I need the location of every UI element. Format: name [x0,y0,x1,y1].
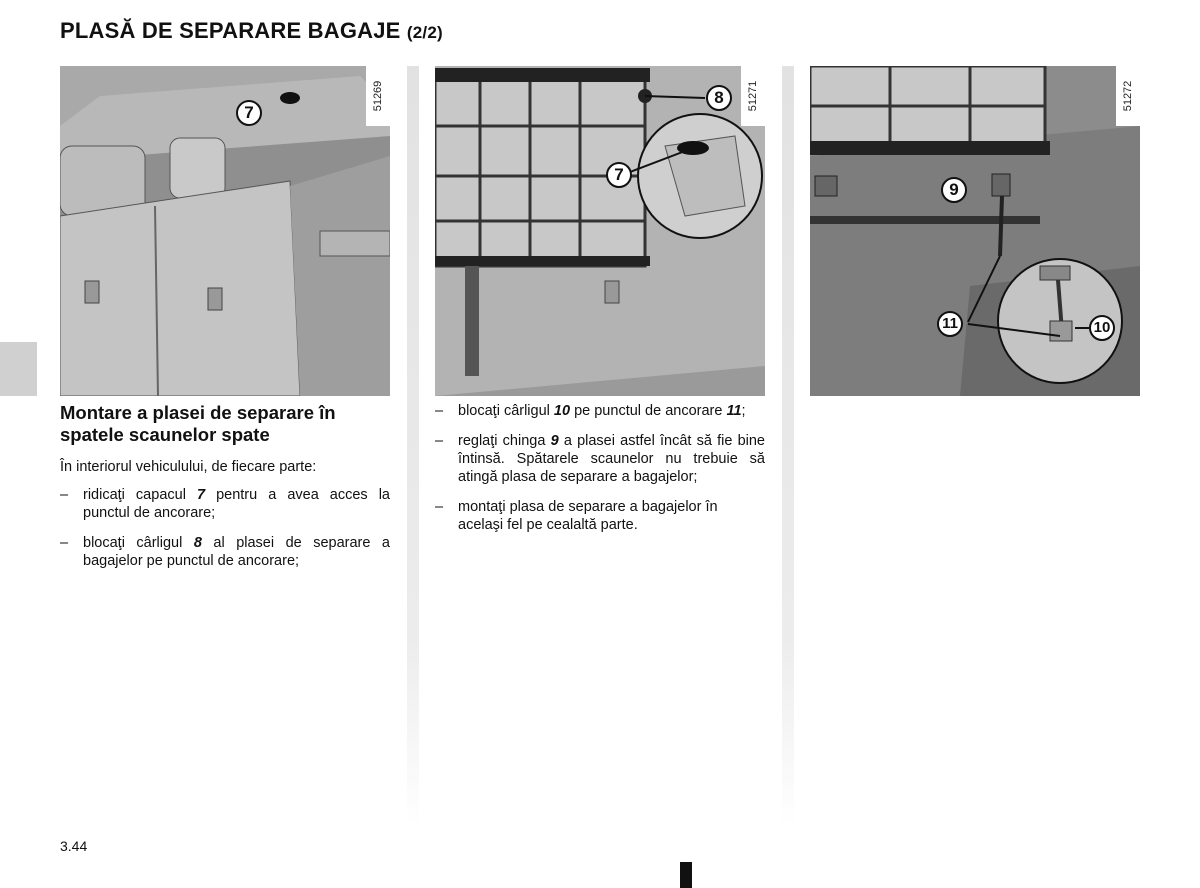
step-lock-hook-8: – blocaţi cârligul 8 al plasei de separare a bagajelor pe punctul de ancorare; [60,535,390,569]
column-separator [407,66,419,826]
page-number: 3.44 [60,838,88,854]
step-other-side: – montaţi plasa de separare a bagajelor în acelaşi fel pe cealaltă parte. [435,499,718,533]
callout-7: 7 [236,100,262,126]
figure-reference: 51272 [1116,66,1140,126]
figure-strap-anchor-point [810,66,1140,396]
section-heading: Montare a plasei de separare în spatele scaunelor spate [60,402,336,445]
callout-8: 8 [706,85,732,111]
intro-text: În interiorul vehiculului, de fiecare parte: [60,459,317,475]
step-lift-cover: – ridicaţi capacul 7 pentru a avea acces la punctul de ancorare; [60,487,390,521]
step-lock-hook-10: – blocaţi cârligul 10 pe punctul de ancorare 11; [435,403,746,419]
figure-reference: 51269 [366,66,390,126]
figure-net-hook-attached [435,66,765,396]
callout-11: 11 [937,311,963,337]
steps-column-2 [435,402,765,546]
page-title-main: PLASĂ DE SEPARARE BAGAJE [60,18,401,43]
callout-7: 7 [606,162,632,188]
figure-illustration [435,66,765,396]
page-title-part: (2/2) [406,23,443,42]
column-separator [782,66,794,826]
figure-rear-seats-anchor-cover [60,66,390,396]
figure-reference: 51271 [741,66,765,126]
step-adjust-strap: – reglaţi chinga 9 a plasei astfel încât să fie bine întinsă. Spătarele scaunelor nu trebuie să atingă plasa de separare a bagajelor; [435,433,765,485]
figure-illustration [60,66,390,396]
chapter-tab [0,342,37,396]
callout-9: 9 [941,177,967,203]
callout-10: 10 [1089,315,1115,341]
figure-illustration [810,66,1140,396]
page-title [60,18,443,44]
page-edge-marker [680,862,692,888]
steps-column-1 [60,486,390,582]
